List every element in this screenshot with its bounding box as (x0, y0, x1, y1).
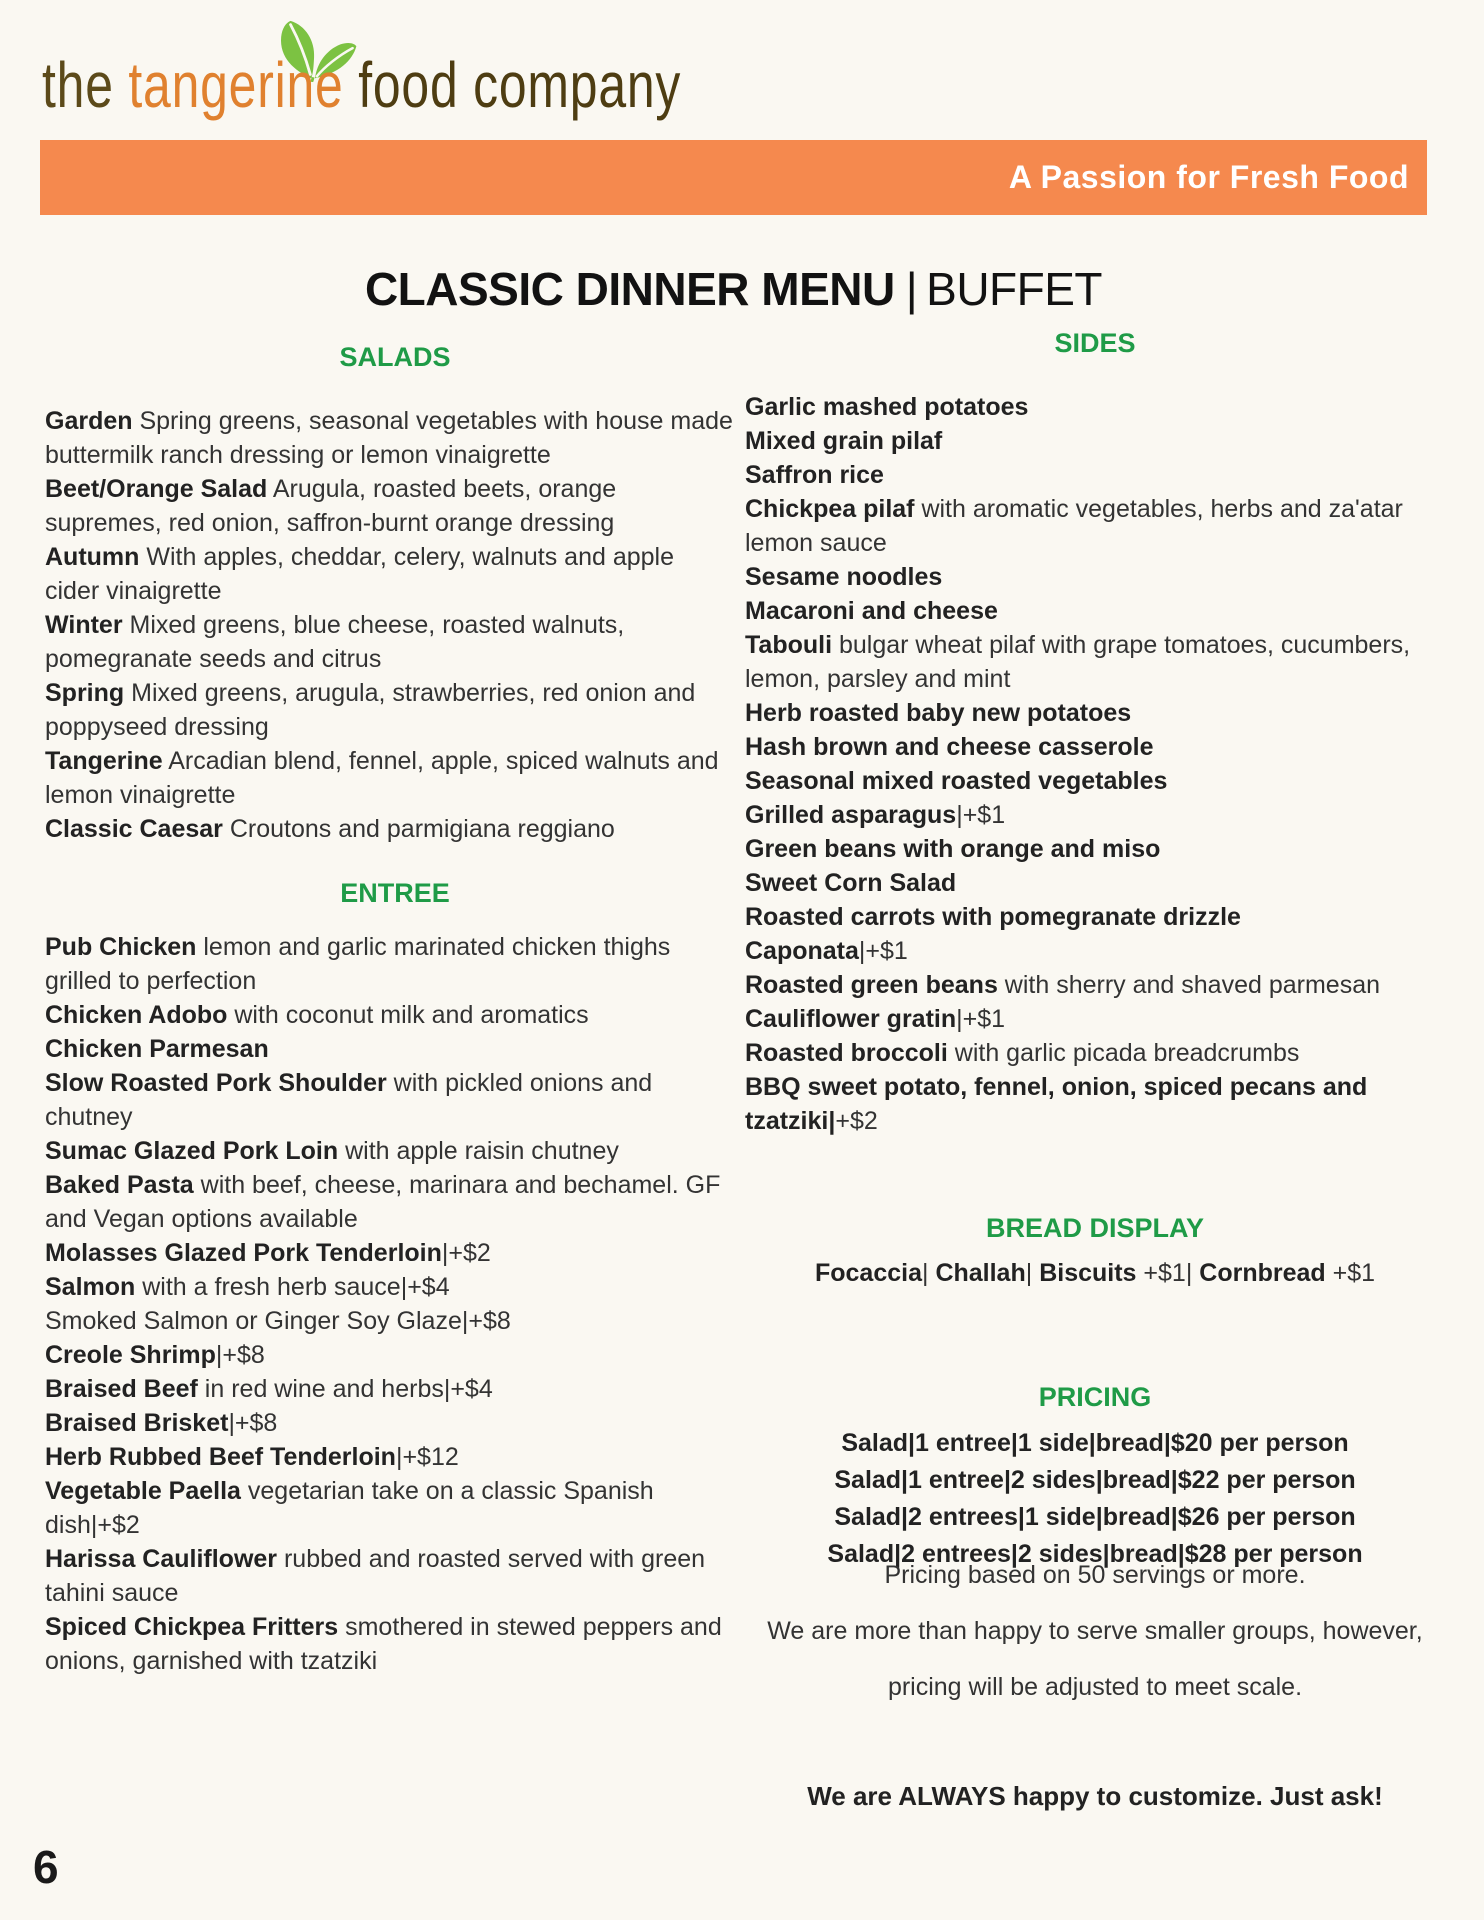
menu-item (745, 1603, 1445, 1715)
menu-item (745, 458, 1445, 492)
tagline-text: A Passion for Fresh Food (1008, 159, 1409, 195)
page-number: 6 (33, 1841, 59, 1893)
menu-item (745, 1036, 1445, 1070)
menu-item-description: bulgar wheat pilaf with grape tomatoes, cucumbers, lemon, parsley and mint (745, 631, 1411, 693)
section-bread-display (745, 1211, 1445, 1290)
menu-item-name: Pub Chicken (45, 933, 197, 961)
menu-item-name: Autumn (45, 543, 140, 571)
menu-item-name: Salad|1 entree|1 side|bread|$20 per person (841, 1429, 1349, 1457)
logo-word-the: the (42, 49, 129, 121)
section-customize (745, 1779, 1445, 1813)
menu-item-name: Slow Roasted Pork Shoulder (45, 1069, 387, 1097)
menu-item-description: |+$1 (956, 1005, 1006, 1033)
menu-item (45, 1440, 735, 1474)
menu-item-name: Mixed grain pilaf (745, 427, 943, 455)
menu-item-description: with beef, cheese, marinara and bechamel. GF and Vegan options available (45, 1171, 721, 1233)
menu-item (45, 812, 735, 846)
menu-item-name: Roasted broccoli (745, 1039, 948, 1067)
menu-item-name: Salad|2 entrees|1 side|bread|$26 per person (834, 1503, 1356, 1531)
menu-item (745, 628, 1445, 696)
menu-item (45, 1066, 735, 1134)
menu-item (745, 1256, 1445, 1290)
menu-item-name: Harissa Cauliflower (45, 1545, 278, 1573)
menu-item-description: with aromatic vegetables, herbs and za'atar lemon sauce (745, 495, 1403, 557)
menu-item-name: Challah (935, 1259, 1026, 1287)
menu-item-description: |+$1 (956, 801, 1006, 829)
menu-item (45, 744, 735, 812)
section-sides (745, 326, 1445, 1138)
menu-item-description: +$2 (835, 1107, 878, 1135)
menu-item-name: We are ALWAYS happy to customize. Just ask! (807, 1781, 1383, 1811)
menu-item (45, 1134, 735, 1168)
menu-item-description: smothered in stewed peppers and onions, garnished with tzatziki (45, 1613, 722, 1675)
menu-item-description: |+$1 (858, 937, 908, 965)
menu-item (745, 798, 1445, 832)
menu-item-name: Green beans with orange and miso (745, 835, 1161, 863)
menu-item-description: | (921, 1259, 936, 1287)
menu-item-name: Salad|1 entree|2 sides|bread|$22 per person (834, 1466, 1356, 1494)
menu-item-name: Vegetable Paella (45, 1477, 241, 1505)
menu-item-name: Tangerine (45, 747, 163, 775)
menu-item (745, 1462, 1445, 1499)
menu-item-name: Chickpea pilaf (745, 495, 915, 523)
menu-item (45, 1304, 735, 1338)
menu-item (45, 1270, 735, 1304)
menu-item-name: Classic Caesar (45, 815, 223, 843)
menu-item (745, 1499, 1445, 1536)
menu-item-description: Mixed greens, blue cheese, roasted walnuts, pomegranate seeds and citrus (45, 611, 625, 673)
page-title-separator: | (905, 262, 918, 315)
section-pricing (745, 1380, 1445, 1573)
menu-item (45, 1610, 735, 1678)
menu-item (45, 1542, 735, 1610)
menu-item-name: Spring (45, 679, 125, 707)
menu-item-name: Cauliflower gratin (745, 1005, 957, 1033)
logo-word-tangerine: tangerine (128, 49, 359, 121)
menu-item (745, 730, 1445, 764)
menu-item-name: Braised Brisket (45, 1409, 229, 1437)
section-salads (45, 340, 745, 846)
menu-item-name: Spiced Chickpea Fritters (45, 1613, 339, 1641)
menu-item-description: Spring greens, seasonal vegetables with house made buttermilk ranch dressing or lemon vinaigrette (45, 407, 733, 469)
section-entree (45, 876, 745, 1678)
menu-item-name: Creole Shrimp (45, 1341, 216, 1369)
menu-item (745, 1070, 1445, 1138)
menu-item (45, 1032, 735, 1066)
menu-item-name: Macaroni and cheese (745, 597, 998, 625)
menu-item-description: |+$12 (395, 1443, 459, 1471)
menu-item (745, 866, 1445, 900)
menu-item (45, 998, 735, 1032)
menu-column-right (745, 326, 1445, 1813)
menu-item-name: Focaccia (814, 1259, 922, 1287)
menu-item-description: in red wine and herbs|+$4 (197, 1375, 493, 1403)
menu-item-description: | (1185, 1259, 1200, 1287)
menu-item-description: Arugula, roasted beets, orange supremes, red onion, saffron-burnt orange dressing (45, 475, 617, 537)
menu-item-name: Salmon (45, 1273, 136, 1301)
menu-item-name: Garlic mashed potatoes (745, 393, 1029, 421)
menu-item (745, 696, 1445, 730)
menu-item-description: with garlic picada breadcrumbs (947, 1039, 1300, 1067)
menu-item-name: Winter (45, 611, 123, 639)
section-heading-sides: SIDES (1054, 328, 1136, 358)
menu-item-name: BBQ sweet potato, fennel, onion, spiced pecans and tzatziki| (745, 1073, 1368, 1135)
menu-item-name: Grilled asparagus (745, 801, 957, 829)
menu-item-name: Caponata (745, 937, 859, 965)
menu-item-name: Braised Beef (45, 1375, 198, 1403)
menu-item-name: Cornbread (1199, 1259, 1326, 1287)
menu-item-description: |+$8 (215, 1341, 265, 1369)
menu-item-name: Herb Rubbed Beef Tenderloin (45, 1443, 396, 1471)
menu-item (745, 832, 1445, 866)
menu-item (45, 1406, 735, 1440)
menu-item (745, 390, 1445, 424)
menu-item (45, 676, 735, 744)
menu-item-name: Seasonal mixed roasted vegetables (745, 767, 1168, 795)
menu-item-name: Garden (45, 407, 133, 435)
menu-item-name: Baked Pasta (45, 1171, 194, 1199)
menu-item (745, 934, 1445, 968)
company-logo (42, 48, 681, 122)
menu-item (745, 968, 1445, 1002)
menu-item-name: Chicken Adobo (45, 1001, 228, 1029)
menu-item-description: Mixed greens, arugula, strawberries, red onion and poppyseed dressing (45, 679, 696, 741)
menu-item-name: Beet/Orange Salad (45, 475, 268, 503)
menu-item-name: Chicken Parmesan (45, 1035, 269, 1063)
menu-item-description: with pickled onions and chutney (45, 1069, 653, 1131)
section-heading-pricing: PRICING (1038, 1382, 1152, 1412)
menu-item-name: Sesame noodles (745, 563, 943, 591)
menu-item-name: Herb roasted baby new potatoes (745, 699, 1132, 727)
menu-item (45, 608, 735, 676)
menu-item-description: | (1025, 1259, 1040, 1287)
menu-item (745, 560, 1445, 594)
menu-item-description: |+$2 (441, 1239, 491, 1267)
menu-item-description: with coconut milk and aromatics (227, 1001, 589, 1029)
menu-item-description: Croutons and parmigiana reggiano (222, 815, 615, 843)
menu-item-name: Hash brown and cheese casserole (745, 733, 1154, 761)
menu-item (745, 1002, 1445, 1036)
menu-item-description: lemon and garlic marinated chicken thighs grilled to perfection (45, 933, 671, 995)
menu-item-description: |+$8 (228, 1409, 278, 1437)
menu-item-description: with sherry and shaved parmesan (997, 971, 1381, 999)
menu-item (45, 1372, 735, 1406)
menu-item-description: Pricing based on 50 servings or more. (884, 1561, 1306, 1589)
menu-item-description: +$1 (1325, 1259, 1376, 1287)
section-heading-salads: SALADS (339, 342, 451, 372)
menu-item-name: Sweet Corn Salad (745, 869, 957, 897)
menu-item (745, 900, 1445, 934)
menu-item-name: Molasses Glazed Pork Tenderloin (45, 1239, 442, 1267)
menu-item-name: Roasted green beans (745, 971, 998, 999)
menu-item-description: with a fresh herb sauce|+$4 (135, 1273, 450, 1301)
menu-item-name: Salad|2 entrees|2 sides|bread|$28 per person (827, 1540, 1363, 1568)
menu-item (745, 492, 1445, 560)
menu-item (745, 1425, 1445, 1462)
menu-item (45, 930, 735, 998)
menu-item-name: Saffron rice (745, 461, 884, 489)
menu-item-name: Roasted carrots with pomegranate drizzle (745, 903, 1241, 931)
menu-item-description: with apple raisin chutney (338, 1137, 619, 1165)
menu-item-description: Arcadian blend, fennel, apple, spiced walnuts and lemon vinaigrette (45, 747, 719, 809)
section-heading-bread-display: BREAD DISPLAY (985, 1213, 1205, 1243)
menu-item (45, 472, 735, 540)
menu-item (745, 1779, 1445, 1813)
menu-item (45, 1338, 735, 1372)
menu-item-name: Tabouli (745, 631, 833, 659)
page-title-main: CLASSIC DINNER MENU (364, 262, 895, 315)
menu-item-description: With apples, cheddar, celery, walnuts and apple cider vinaigrette (45, 543, 674, 605)
menu-item-name: Sumac Glazed Pork Loin (45, 1137, 339, 1165)
menu-item (745, 764, 1445, 798)
menu-item (745, 594, 1445, 628)
menu-item (45, 404, 735, 472)
menu-item-description: We are more than happy to serve smaller groups, however, pricing will be adjusted to meet scale. (767, 1617, 1423, 1701)
menu-item-description: rubbed and roasted served with green tahini sauce (45, 1545, 706, 1607)
menu-item (45, 1168, 735, 1236)
menu-item (45, 1236, 735, 1270)
page-title (40, 262, 1427, 316)
menu-item (745, 424, 1445, 458)
page-title-sub: BUFFET (926, 262, 1103, 315)
menu-item (45, 1474, 735, 1542)
menu-item-description: +$1 (1136, 1259, 1186, 1287)
menu-item-description: vegetarian take on a classic Spanish dish|+$2 (45, 1477, 654, 1539)
section-heading-entree: ENTREE (340, 878, 450, 908)
menu-item-name: Biscuits (1039, 1259, 1137, 1287)
logo-word-food-company: food company (358, 49, 682, 121)
tagline-banner (40, 140, 1427, 215)
menu-column-left (45, 340, 745, 1678)
menu-item (45, 540, 735, 608)
menu-item-description: Smoked Salmon or Ginger Soy Glaze|+$8 (45, 1307, 511, 1335)
